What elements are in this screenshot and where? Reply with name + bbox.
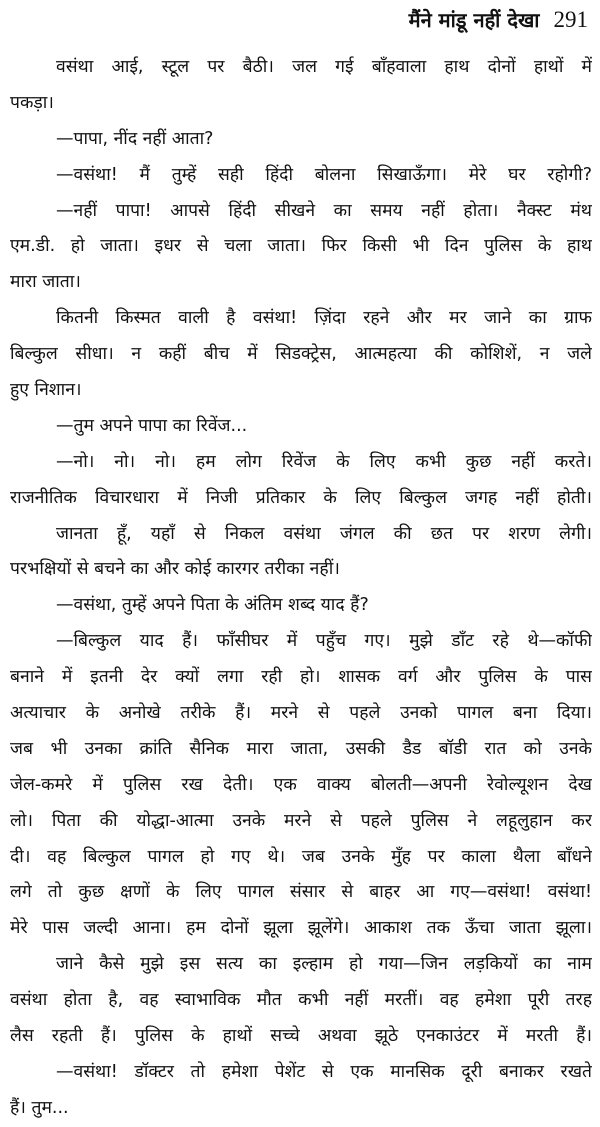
header-title: मैंने मांडू नहीं देखा xyxy=(408,8,540,32)
text-line: लैस रहती हैं। पुलिस के हाथों सच्चे अथवा झूठे एनकाउंटर में मरती हैं। xyxy=(10,1026,592,1047)
text-line: हुए निशान। xyxy=(10,380,82,401)
text-line: जेल-कमरे में पुलिस रख देती। एक वाक्य बोलती—अपनी रेवोल्यूशन देख xyxy=(10,774,592,795)
text-line: एम.डी. हो जाता। इधर से चला जाता। फिर किसी भी दिन पुलिस के हाथ xyxy=(10,236,592,257)
text-line: —बिल्कुल याद हैं। फाँसीघर में पहुँच गए। मुझे डाँट रहे थे—कॉफी xyxy=(56,631,592,652)
text-line: परभक्षियों से बचने का और कोई कारगर तरीका नहीं। xyxy=(10,559,340,580)
text-line: जाने कैसे मुझे इस सत्य का इल्हाम हो गया—जिन लड़कियों का नाम xyxy=(56,954,592,975)
text-line: दी। वह बिल्कुल पागल हो गए थे। जब उनके मुँह पर काला थैला बाँधने xyxy=(10,846,592,867)
text-line: —नहीं पापा! आपसे हिंदी सीखने का समय नहीं होता। नैक्स्ट मंथ xyxy=(56,200,592,221)
text-line: पकड़ा। xyxy=(10,92,54,113)
text-line: —वसंथा, तुम्हें अपने पिता के अंतिम शब्द याद हैं? xyxy=(56,595,369,616)
text-line: —वसंथा! डॉक्टर तो हमेशा पेशेंट से एक मानसिक दूरी बनाकर रखते xyxy=(56,1061,592,1082)
text-line: लगे तो कुछ क्षणों के लिए पागल संसार से बाहर आ गए—वसंथा! वसंथा! xyxy=(10,882,592,903)
text-line: हैं। तुम... xyxy=(10,1097,69,1118)
text-line: जानता हूँ, यहाँ से निकल वसंथा जंगल की छत पर शरण लेगी। xyxy=(56,523,592,544)
text-line: वसंथा आई, स्टूल पर बैठी। जल गई बाँहवाला हाथ दोनों हाथों में xyxy=(56,57,592,77)
text-line: लो। पिता की योद्धा-आत्मा उनके मरने से पहले पुलिस ने लहूलुहान कर xyxy=(10,810,592,831)
text-line: बिल्कुल सीधा। न कहीं बीच में सिडक्ट्रेस, आत्महत्या की कोशिशें, न जले xyxy=(10,344,592,365)
text-line: राजनीतिक विचारधारा में निजी प्रतिकार के लिए बिल्कुल जगह नहीं होती। xyxy=(10,487,592,508)
text-line: कितनी किस्मत वाली है वसंथा! ज़िंदा रहने और मर जाने का ग्राफ xyxy=(56,308,592,329)
text-line: —वसंथा! मैं तुम्हें सही हिंदी बोलना सिखाऊँगा। मेरे घर रहोगी? xyxy=(56,164,592,185)
text-line: —पापा, नींद नहीं आता? xyxy=(56,128,214,149)
body-text xyxy=(10,50,592,1127)
text-line: मेरे पास जल्दी आना। हम दोनों झूला झूलेंगे। आकाश तक ऊँचा जाता झूला। xyxy=(10,918,592,939)
text-line: अत्याचार के अनोखे तरीके हैं। मरने से पहले उनको पागल बना दिया। xyxy=(10,703,592,724)
page-number: 291 xyxy=(553,7,588,32)
text-line: —नो। नो। नो। हम लोग रिवेंज के लिए कभी कुछ नहीं करते। xyxy=(56,451,592,472)
text-line: वसंथा होता है, वह स्वाभाविक मौत कभी नहीं मरतीं। वह हमेशा पूरी तरह xyxy=(10,990,592,1011)
running-header xyxy=(409,6,588,33)
text-line: मारा जाता। xyxy=(10,272,81,293)
text-line: बनाने में इतनी देर क्यों लगा रही हो। शासक वर्ग और पुलिस के पास xyxy=(10,667,592,688)
text-line: जब भी उनका क्रांति सैनिक मारा जाता, उसकी डैड बॉडी रात को उनके xyxy=(10,738,592,759)
text-line: —तुम अपने पापा का रिवेंज... xyxy=(56,415,248,436)
